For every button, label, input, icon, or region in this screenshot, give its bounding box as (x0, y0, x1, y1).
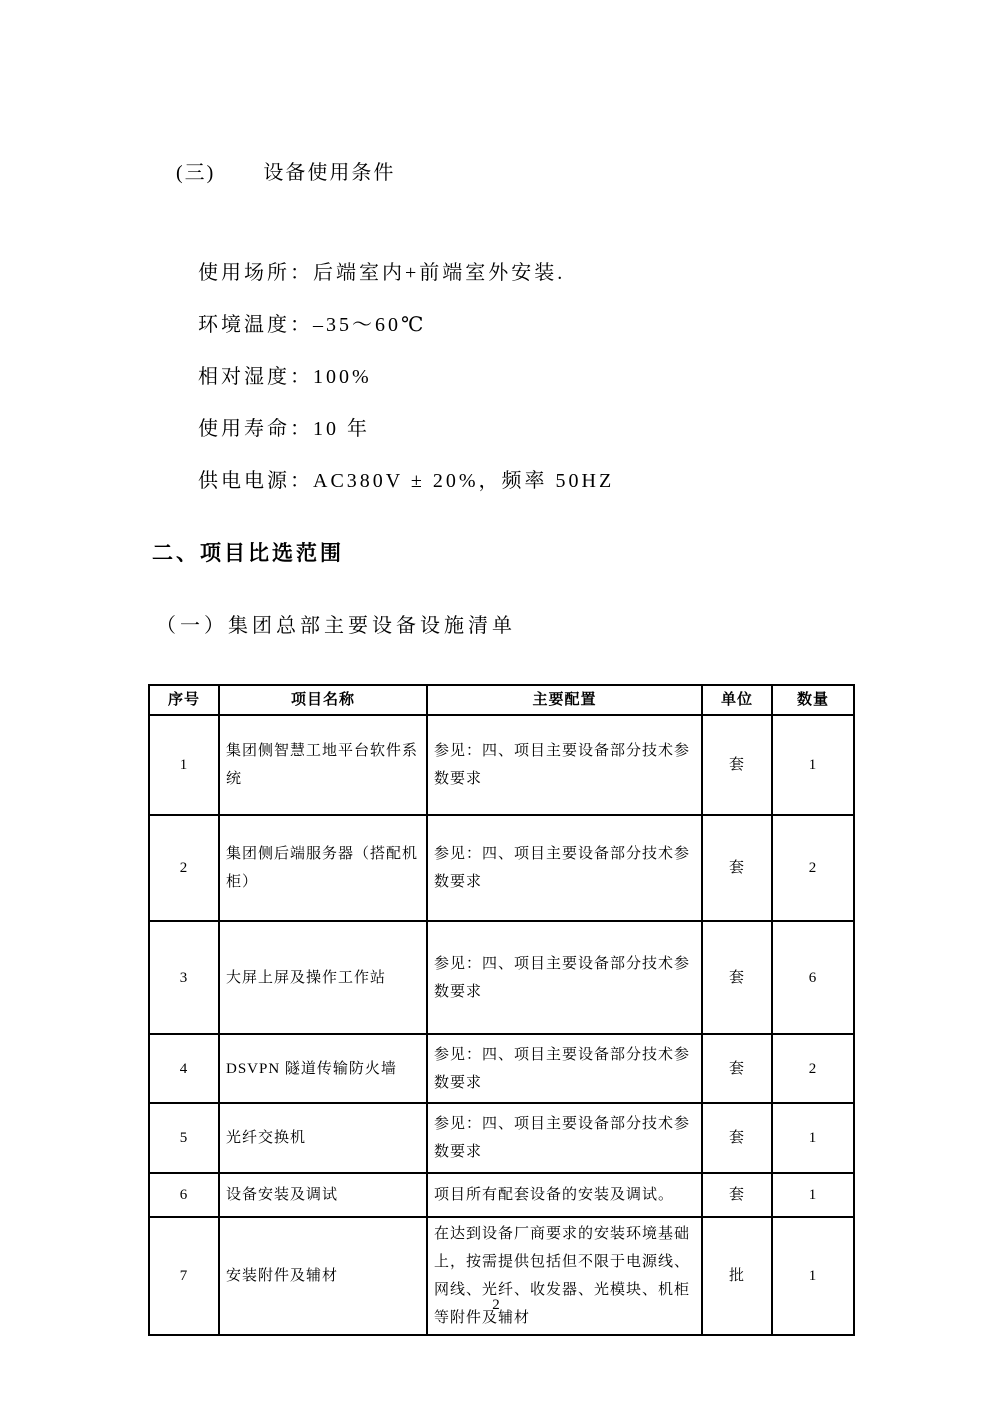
cell-seq: 6 (149, 1173, 219, 1217)
equipment-table (148, 684, 855, 1336)
cell-main-config: 参见：四、项目主要设备部分技术参数要求 (427, 921, 702, 1034)
spec-relative-humidity: 相对湿度：100% (198, 366, 372, 388)
table-header-row (149, 685, 854, 715)
cell-quantity: 2 (772, 815, 854, 921)
cell-quantity: 6 (772, 921, 854, 1034)
table-row (149, 715, 854, 815)
cell-unit: 套 (702, 1103, 772, 1173)
cell-unit: 套 (702, 1173, 772, 1217)
cell-seq: 2 (149, 815, 219, 921)
section-number: (三) (176, 162, 216, 184)
cell-quantity: 1 (772, 715, 854, 815)
table-row (149, 921, 854, 1034)
column-header-unit: 单位 (702, 685, 772, 715)
cell-unit: 套 (702, 715, 772, 815)
column-header-seq: 序号 (149, 685, 219, 715)
section-heading-project-scope: 二、项目比选范围 (152, 541, 344, 565)
cell-main-config: 项目所有配套设备的安装及调试。 (427, 1173, 702, 1217)
cell-item-name: 设备安装及调试 (219, 1173, 427, 1217)
spec-ambient-temperature: 环境温度：–35～60℃ (198, 314, 427, 336)
cell-quantity: 2 (772, 1034, 854, 1103)
cell-item-name: 安装附件及辅材 (219, 1217, 427, 1335)
cell-quantity: 1 (772, 1103, 854, 1173)
table-row (149, 1103, 854, 1173)
column-header-quantity: 数量 (772, 685, 854, 715)
table-row (149, 1217, 854, 1335)
cell-seq: 3 (149, 921, 219, 1034)
cell-seq: 1 (149, 715, 219, 815)
cell-quantity: 1 (772, 1173, 854, 1217)
spec-power-supply: 供电电源：AC380V ± 20%，频率 50HZ (198, 470, 615, 492)
subsection-heading-equipment-list: （一）集团总部主要设备设施清单 (156, 615, 516, 637)
cell-main-config: 参见：四、项目主要设备部分技术参数要求 (427, 1034, 702, 1103)
cell-unit: 批 (702, 1217, 772, 1335)
table-row (149, 1173, 854, 1217)
cell-seq: 4 (149, 1034, 219, 1103)
cell-item-name: 光纤交换机 (219, 1103, 427, 1173)
cell-item-name: 大屏上屏及操作工作站 (219, 921, 427, 1034)
cell-unit: 套 (702, 1034, 772, 1103)
cell-seq: 5 (149, 1103, 219, 1173)
section-heading-equipment-conditions (148, 137, 992, 209)
cell-item-name: 集团侧后端服务器（搭配机柜） (219, 815, 427, 921)
cell-main-config: 参见：四、项目主要设备部分技术参数要求 (427, 1103, 702, 1173)
cell-item-name: DSVPN 隧道传输防火墙 (219, 1034, 427, 1103)
spec-service-life: 使用寿命：10 年 (198, 418, 370, 440)
table-row (149, 1034, 854, 1103)
cell-quantity: 1 (772, 1217, 854, 1335)
cell-unit: 套 (702, 815, 772, 921)
column-header-main-config: 主要配置 (427, 685, 702, 715)
cell-main-config: 参见：四、项目主要设备部分技术参数要求 (427, 815, 702, 921)
page-number: 2 (492, 1297, 500, 1313)
cell-seq: 7 (149, 1217, 219, 1335)
cell-main-config: 在达到设备厂商要求的安装环境基础上，按需提供包括但不限于电源线、网线、光纤、收发器、光模块、机柜等附件及辅材 (427, 1217, 702, 1335)
cell-unit: 套 (702, 921, 772, 1034)
equipment-conditions-list (0, 261, 992, 493)
cell-main-config: 参见：四、项目主要设备部分技术参数要求 (427, 715, 702, 815)
table-row (149, 815, 854, 921)
column-header-item-name: 项目名称 (219, 685, 427, 715)
spec-usage-location: 使用场所：后端室内+前端室外安装. (198, 262, 566, 284)
section-title: 设备使用条件 (263, 162, 396, 184)
cell-item-name: 集团侧智慧工地平台软件系统 (219, 715, 427, 815)
